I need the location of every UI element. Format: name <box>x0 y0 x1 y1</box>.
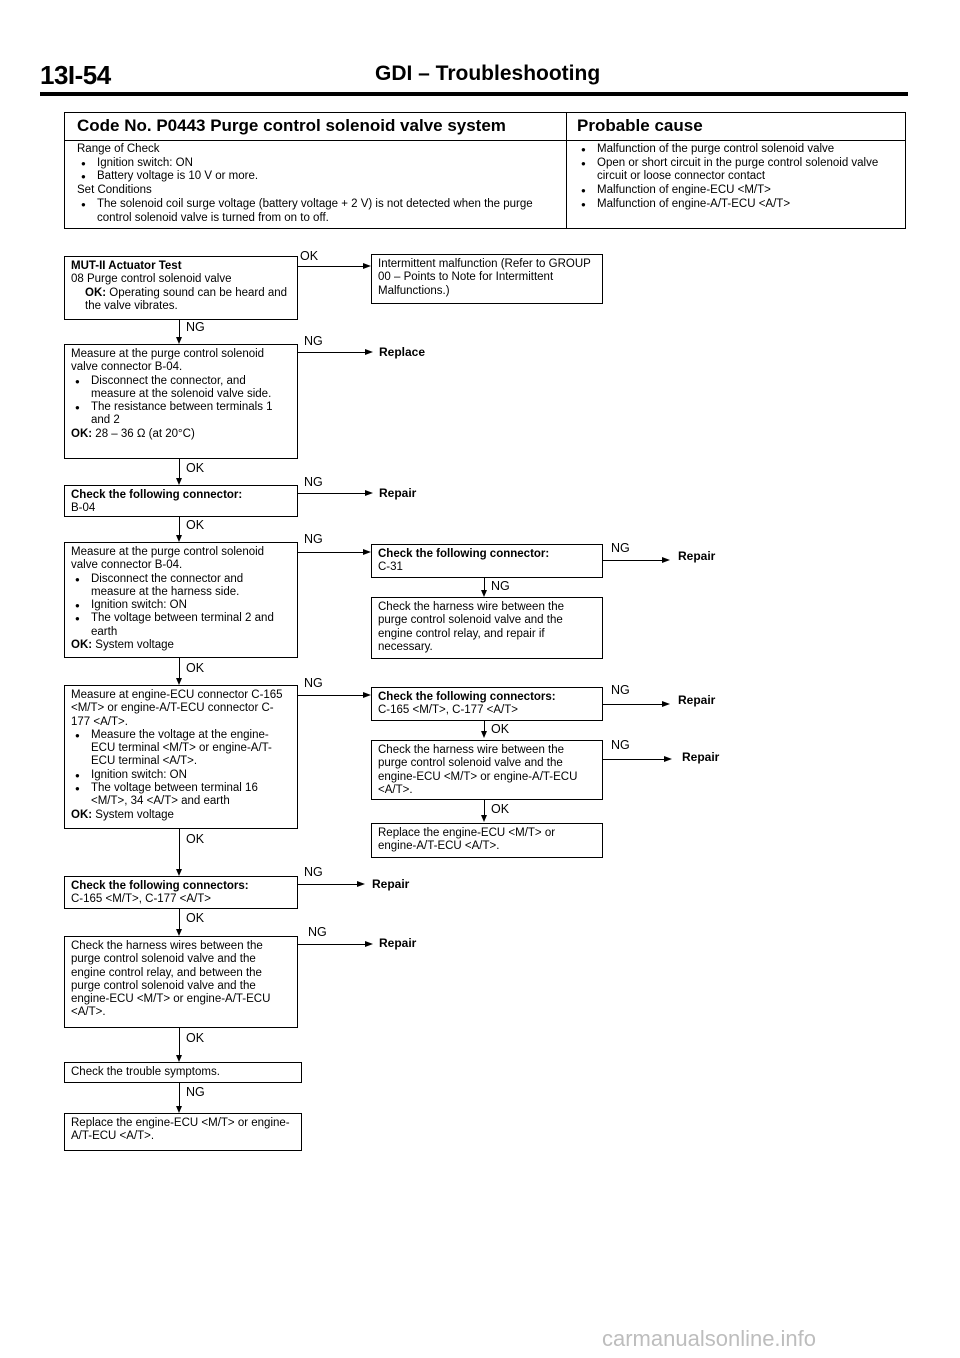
ng-label: NG <box>304 676 323 690</box>
connector <box>603 759 665 760</box>
connector <box>179 320 180 338</box>
step-text: Check the harness wires between the purge control solenoid valve and the engine control relay, and between the purge control solenoid valve and the engine-ECU <M/T> or engine-A/T-ECU <A/T>. <box>71 940 271 1019</box>
step-check-harness-wires <box>64 936 298 1028</box>
step-measure-voltage <box>64 542 298 658</box>
cause-item: ● Malfunction of the purge control solenoid valve <box>577 143 902 157</box>
result-repair: Repair <box>678 693 716 707</box>
header-rule <box>40 92 908 96</box>
connector <box>179 909 180 930</box>
step-bullet: ● Measure the voltage at the engine-ECU terminal <M/T> or engine-A/T-ECU terminal <A/T>. <box>71 729 291 769</box>
connector <box>179 829 180 870</box>
ng-label: NG <box>304 532 323 546</box>
arrow-right-icon <box>363 263 371 269</box>
step-bullet: ● Disconnect the connector, and measure at the solenoid valve side. <box>71 375 291 402</box>
step-check-trouble-symptoms <box>64 1062 302 1083</box>
probable-cause-title: Probable cause <box>577 116 703 135</box>
connector <box>298 493 366 494</box>
step-check-connectors-c165-c177-a <box>371 687 603 721</box>
ok-criteria: OK: System voltage <box>71 808 174 821</box>
arrow-right-icon <box>363 692 371 698</box>
step-text: C-165 <M/T>, C-177 <A/T> <box>378 704 518 717</box>
step-title: Check the following connectors: <box>378 691 556 703</box>
code-title: Code No. P0443 Purge control solenoid valve system <box>77 116 506 135</box>
step-measure-resistance <box>64 344 298 459</box>
set-item: ● The solenoid coil surge voltage (battery voltage + 2 V) is not detected when the purge control solenoid valve is turned from on to off. <box>77 198 559 225</box>
result-repair: Repair <box>372 877 410 891</box>
step-check-harness-ecu <box>371 740 603 800</box>
arrow-down-icon <box>176 1106 182 1113</box>
cause-item: ● Open or short circuit in the purge control solenoid valve circuit or loose connector contact <box>577 157 902 184</box>
step-text: C-31 <box>378 561 403 574</box>
connector <box>179 459 180 479</box>
arrow-down-icon <box>176 535 182 542</box>
ok-label: OK <box>186 911 205 925</box>
arrow-down-icon <box>176 929 182 936</box>
connector <box>298 944 366 945</box>
ok-criteria: OK: 28 – 36 Ω (at 20°C) <box>71 427 195 440</box>
arrow-right-icon <box>365 490 373 496</box>
arrow-right-icon <box>662 557 670 563</box>
step-bullet: ● The voltage between terminal 16 <M/T>, 34 <A/T> and earth <box>71 782 291 809</box>
ok-label: OK <box>491 802 510 816</box>
step-text: Measure at the purge control solenoid valve connector B-04. <box>71 348 265 374</box>
step-text: B-04 <box>71 502 96 515</box>
cause-item: ● Malfunction of engine-A/T-ECU <A/T> <box>577 198 902 212</box>
range-item: ● Battery voltage is 10 V or more. <box>77 170 559 184</box>
ng-label: NG <box>186 320 205 334</box>
connector <box>179 1083 180 1107</box>
step-text: Measure at the purge control solenoid valve connector B-04. <box>71 546 265 572</box>
ok-label: OK <box>186 518 205 532</box>
arrow-right-icon <box>664 756 672 762</box>
step-measure-ecu <box>64 685 298 829</box>
ng-label: NG <box>308 925 327 939</box>
step-check-connector-b04 <box>64 485 298 517</box>
step-text: C-165 <M/T>, C-177 <A/T> <box>71 893 211 906</box>
step-text: Replace the engine-ECU <M/T> or engine-A/T-ECU <A/T>. <box>71 1117 290 1143</box>
step-bullet: ● Ignition switch: ON <box>71 769 291 782</box>
connector <box>179 658 180 679</box>
ok-label: OK <box>186 832 205 846</box>
code-table <box>64 112 906 229</box>
ng-label: NG <box>304 334 323 348</box>
result-replace: Replace <box>379 345 426 359</box>
check-conditions <box>77 143 559 225</box>
ng-label: NG <box>304 865 323 879</box>
result-repair: Repair <box>678 549 716 563</box>
ok-criteria: OK: System voltage <box>71 639 174 652</box>
arrow-down-icon <box>176 869 182 876</box>
ok-label: OK <box>300 249 319 263</box>
arrow-down-icon <box>481 731 487 738</box>
arrow-right-icon <box>365 349 373 355</box>
step-text: Measure at engine-ECU connector C-165 <M/T> or engine-A/T-ECU connector C-177 <A/T>. <box>71 689 283 728</box>
cause-list <box>577 143 902 212</box>
cause-item: ● Malfunction of engine-ECU <M/T> <box>577 184 902 198</box>
step-text: 08 Purge control solenoid valve <box>71 273 232 286</box>
arrow-down-icon <box>176 478 182 485</box>
arrow-down-icon <box>176 337 182 344</box>
range-item: ● Ignition switch: ON <box>77 157 559 171</box>
ok-label: OK <box>186 1031 205 1045</box>
step-bullet: ● Ignition switch: ON <box>71 599 291 612</box>
step-text: Intermittent malfunction (Refer to GROUP 00 – Points to Note for Intermittent Malfunctions.) <box>378 258 591 297</box>
arrow-down-icon <box>481 590 487 597</box>
connector <box>298 266 364 267</box>
ok-label: OK <box>186 461 205 475</box>
step-title: Check the following connector: <box>378 548 550 560</box>
result-repair: Repair <box>379 936 417 950</box>
arrow-down-icon <box>176 678 182 685</box>
result-repair: Repair <box>682 750 720 764</box>
ng-label: NG <box>611 683 630 697</box>
step-text: Check the harness wire between the purge control solenoid valve and the engine control relay, and repair if necessary. <box>378 601 565 653</box>
range-heading: Range of Check <box>77 143 160 155</box>
step-title: Check the following connectors: <box>71 880 249 892</box>
ng-label: NG <box>186 1085 205 1099</box>
step-check-connector-c31 <box>371 544 603 578</box>
set-heading: Set Conditions <box>77 184 152 197</box>
intermittent-malfunction-box <box>371 254 603 304</box>
step-bullet: ● Disconnect the connector and measure at the harness side. <box>71 573 291 600</box>
ng-label: NG <box>491 579 510 593</box>
ng-label: NG <box>304 475 323 489</box>
ng-label: NG <box>611 738 630 752</box>
step-title: MUT-II Actuator Test <box>71 260 182 272</box>
arrow-right-icon <box>363 549 371 555</box>
step-check-harness-relay <box>371 597 603 659</box>
step-replace-ecu-b <box>64 1113 302 1151</box>
connector <box>179 1028 180 1056</box>
page-title: GDI – Troubleshooting <box>375 62 601 85</box>
step-text: Check the trouble symptoms. <box>71 1066 220 1078</box>
step-actuator-test <box>64 256 298 320</box>
connector <box>298 884 358 885</box>
ok-criteria: OK: Operating sound can be heard and the valve vibrates. <box>85 286 288 312</box>
connector <box>298 695 364 696</box>
arrow-right-icon <box>357 881 365 887</box>
result-repair: Repair <box>379 486 417 500</box>
step-title: Check the following connector: <box>71 489 243 501</box>
arrow-down-icon <box>176 1055 182 1062</box>
step-bullet: ● The voltage between terminal 2 and earth <box>71 612 291 639</box>
connector <box>603 560 663 561</box>
ng-label: NG <box>611 541 630 555</box>
step-text: Replace the engine-ECU <M/T> or engine-A/T-ECU <A/T>. <box>378 827 556 853</box>
step-replace-ecu-a <box>371 823 603 858</box>
arrow-right-icon <box>662 701 670 707</box>
ok-label: OK <box>186 661 205 675</box>
connector <box>298 552 364 553</box>
arrow-down-icon <box>481 815 487 822</box>
connector <box>298 352 366 353</box>
connector <box>603 704 663 705</box>
arrow-right-icon <box>365 941 373 947</box>
ok-label: OK <box>491 722 510 736</box>
page-number: 13I-54 <box>40 60 111 90</box>
step-bullet: ● The resistance between terminals 1 and 2 <box>71 401 291 428</box>
step-check-connectors-c165-c177-b <box>64 876 298 909</box>
connector <box>484 800 485 816</box>
watermark: carmanualsonline.info <box>602 1326 817 1351</box>
connector <box>179 517 180 536</box>
step-text: Check the harness wire between the purge control solenoid valve and the engine-ECU <M/T> or engine-A/T-ECU <A/T>. <box>378 744 578 796</box>
